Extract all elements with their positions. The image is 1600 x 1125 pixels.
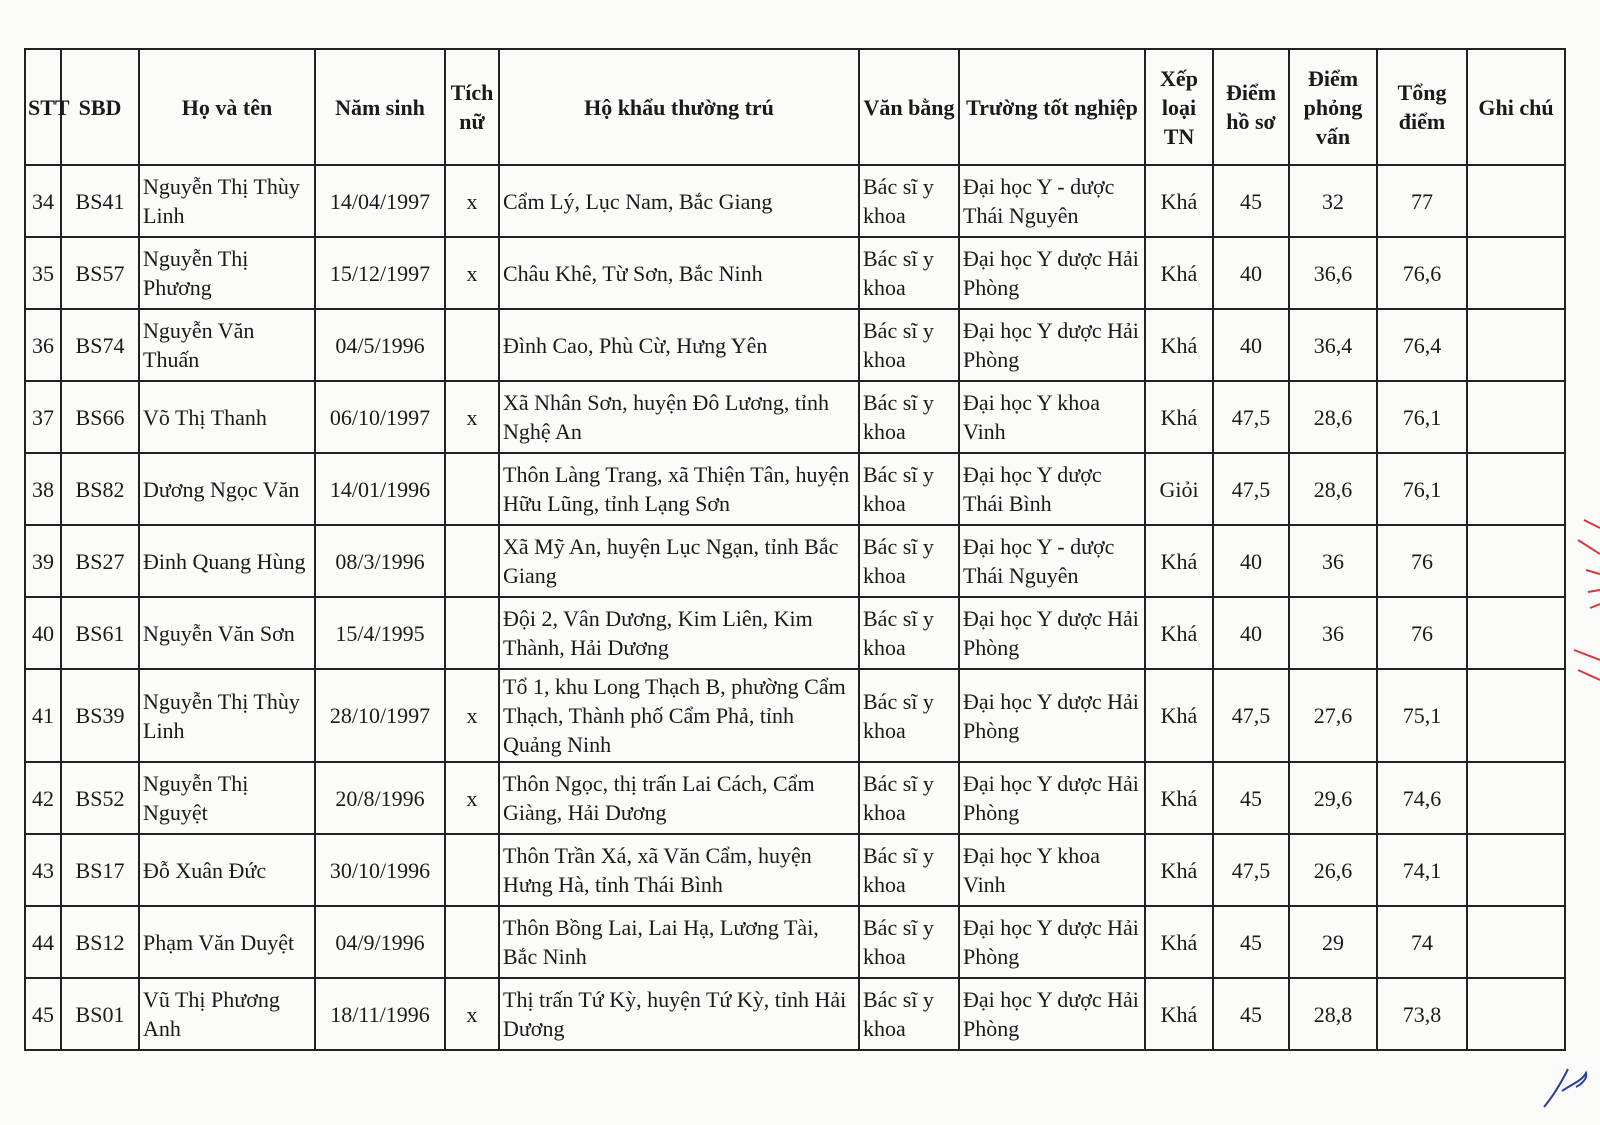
school-cell: Đại học Y dược Hải Phòng	[959, 237, 1145, 309]
total-score-cell: 76,6	[1377, 237, 1467, 309]
profile-score-cell: 45	[1213, 165, 1289, 237]
header-sbd: SBD	[61, 49, 139, 165]
profile-score-cell: 47,5	[1213, 669, 1289, 762]
note-cell	[1467, 978, 1565, 1050]
address-cell: Đội 2, Vân Dương, Kim Liên, Kim Thành, Hải Dương	[499, 597, 859, 669]
school-cell: Đại học Y dược Hải Phòng	[959, 597, 1145, 669]
table-row	[25, 597, 1565, 669]
dob-cell: 15/4/1995	[315, 597, 445, 669]
total-score-cell: 74	[1377, 906, 1467, 978]
stamp-edge-mark	[1564, 510, 1600, 700]
profile-score-cell: 47,5	[1213, 834, 1289, 906]
sbd-cell: BS52	[61, 762, 139, 834]
note-cell	[1467, 834, 1565, 906]
female-cell: x	[445, 669, 499, 762]
female-cell	[445, 525, 499, 597]
header-total-score: Tổng điểm	[1377, 49, 1467, 165]
interview-score-cell: 26,6	[1289, 834, 1377, 906]
female-cell: x	[445, 762, 499, 834]
total-score-cell: 75,1	[1377, 669, 1467, 762]
dob-cell: 06/10/1997	[315, 381, 445, 453]
stt-cell: 45	[25, 978, 61, 1050]
rank-cell: Khá	[1145, 381, 1213, 453]
name-cell: Nguyễn Thị Phương	[139, 237, 315, 309]
header-female: Tích nữ	[445, 49, 499, 165]
sbd-cell: BS74	[61, 309, 139, 381]
total-score-cell: 77	[1377, 165, 1467, 237]
name-cell: Võ Thị Thanh	[139, 381, 315, 453]
note-cell	[1467, 906, 1565, 978]
dob-cell: 04/9/1996	[315, 906, 445, 978]
school-cell: Đại học Y dược Hải Phòng	[959, 762, 1145, 834]
rank-cell: Khá	[1145, 669, 1213, 762]
sbd-cell: BS01	[61, 978, 139, 1050]
header-note: Ghi chú	[1467, 49, 1565, 165]
profile-score-cell: 45	[1213, 906, 1289, 978]
dob-cell: 20/8/1996	[315, 762, 445, 834]
interview-score-cell: 36	[1289, 597, 1377, 669]
female-cell: x	[445, 165, 499, 237]
sbd-cell: BS39	[61, 669, 139, 762]
interview-score-cell: 36,4	[1289, 309, 1377, 381]
school-cell: Đại học Y khoa Vinh	[959, 834, 1145, 906]
candidate-table	[24, 48, 1566, 1051]
total-score-cell: 74,1	[1377, 834, 1467, 906]
sbd-cell: BS66	[61, 381, 139, 453]
table-row	[25, 453, 1565, 525]
interview-score-cell: 28,6	[1289, 381, 1377, 453]
header-profile-score: Điểm hồ sơ	[1213, 49, 1289, 165]
female-cell	[445, 834, 499, 906]
header-name: Họ và tên	[139, 49, 315, 165]
address-cell: Thị trấn Tứ Kỳ, huyện Tứ Kỳ, tỉnh Hải Dương	[499, 978, 859, 1050]
interview-score-cell: 32	[1289, 165, 1377, 237]
profile-score-cell: 40	[1213, 525, 1289, 597]
stt-cell: 43	[25, 834, 61, 906]
stt-cell: 39	[25, 525, 61, 597]
note-cell	[1467, 762, 1565, 834]
dob-cell: 18/11/1996	[315, 978, 445, 1050]
rank-cell: Giỏi	[1145, 453, 1213, 525]
degree-cell: Bác sĩ y khoa	[859, 237, 959, 309]
signature-initials-mark	[1536, 1055, 1596, 1115]
female-cell: x	[445, 381, 499, 453]
rank-cell: Khá	[1145, 237, 1213, 309]
rank-cell: Khá	[1145, 762, 1213, 834]
profile-score-cell: 40	[1213, 597, 1289, 669]
dob-cell: 08/3/1996	[315, 525, 445, 597]
note-cell	[1467, 453, 1565, 525]
interview-score-cell: 27,6	[1289, 669, 1377, 762]
dob-cell: 14/01/1996	[315, 453, 445, 525]
header-address: Hộ khẩu thường trú	[499, 49, 859, 165]
total-score-cell: 76,1	[1377, 453, 1467, 525]
degree-cell: Bác sĩ y khoa	[859, 381, 959, 453]
female-cell	[445, 597, 499, 669]
stt-cell: 38	[25, 453, 61, 525]
degree-cell: Bác sĩ y khoa	[859, 669, 959, 762]
table-row	[25, 906, 1565, 978]
stt-cell: 36	[25, 309, 61, 381]
profile-score-cell: 40	[1213, 237, 1289, 309]
degree-cell: Bác sĩ y khoa	[859, 978, 959, 1050]
school-cell: Đại học Y - dược Thái Nguyên	[959, 165, 1145, 237]
sbd-cell: BS57	[61, 237, 139, 309]
stt-cell: 37	[25, 381, 61, 453]
total-score-cell: 76	[1377, 525, 1467, 597]
table-row	[25, 237, 1565, 309]
stt-cell: 34	[25, 165, 61, 237]
address-cell: Cẩm Lý, Lục Nam, Bắc Giang	[499, 165, 859, 237]
female-cell	[445, 309, 499, 381]
interview-score-cell: 29,6	[1289, 762, 1377, 834]
address-cell: Châu Khê, Từ Sơn, Bắc Ninh	[499, 237, 859, 309]
school-cell: Đại học Y dược Hải Phòng	[959, 309, 1145, 381]
sbd-cell: BS61	[61, 597, 139, 669]
female-cell: x	[445, 237, 499, 309]
name-cell: Phạm Văn Duyệt	[139, 906, 315, 978]
profile-score-cell: 45	[1213, 978, 1289, 1050]
header-rank: Xếp loại TN	[1145, 49, 1213, 165]
name-cell: Nguyễn Văn Thuấn	[139, 309, 315, 381]
stt-cell: 35	[25, 237, 61, 309]
name-cell: Đinh Quang Hùng	[139, 525, 315, 597]
total-score-cell: 73,8	[1377, 978, 1467, 1050]
sbd-cell: BS82	[61, 453, 139, 525]
table-row	[25, 309, 1565, 381]
interview-score-cell: 36,6	[1289, 237, 1377, 309]
female-cell	[445, 453, 499, 525]
note-cell	[1467, 237, 1565, 309]
profile-score-cell: 47,5	[1213, 381, 1289, 453]
address-cell: Thôn Bồng Lai, Lai Hạ, Lương Tài, Bắc Ninh	[499, 906, 859, 978]
degree-cell: Bác sĩ y khoa	[859, 597, 959, 669]
name-cell: Nguyễn Thị Thùy Linh	[139, 165, 315, 237]
rank-cell: Khá	[1145, 309, 1213, 381]
address-cell: Tổ 1, khu Long Thạch B, phường Cẩm Thạch, Thành phố Cẩm Phả, tỉnh Quảng Ninh	[499, 669, 859, 762]
table-row	[25, 762, 1565, 834]
address-cell: Xã Mỹ An, huyện Lục Ngạn, tỉnh Bắc Giang	[499, 525, 859, 597]
rank-cell: Khá	[1145, 834, 1213, 906]
table-row	[25, 669, 1565, 762]
sbd-cell: BS41	[61, 165, 139, 237]
profile-score-cell: 40	[1213, 309, 1289, 381]
rank-cell: Khá	[1145, 597, 1213, 669]
rank-cell: Khá	[1145, 525, 1213, 597]
total-score-cell: 76,1	[1377, 381, 1467, 453]
address-cell: Đình Cao, Phù Cừ, Hưng Yên	[499, 309, 859, 381]
table-row	[25, 978, 1565, 1050]
header-school: Trường tốt nghiệp	[959, 49, 1145, 165]
degree-cell: Bác sĩ y khoa	[859, 525, 959, 597]
note-cell	[1467, 597, 1565, 669]
address-cell: Thôn Làng Trang, xã Thiện Tân, huyện Hữu Lũng, tỉnh Lạng Sơn	[499, 453, 859, 525]
address-cell: Thôn Trần Xá, xã Văn Cẩm, huyện Hưng Hà, tỉnh Thái Bình	[499, 834, 859, 906]
note-cell	[1467, 381, 1565, 453]
interview-score-cell: 36	[1289, 525, 1377, 597]
school-cell: Đại học Y - dược Thái Nguyên	[959, 525, 1145, 597]
header-interview-score: Điểm phỏng vấn	[1289, 49, 1377, 165]
degree-cell: Bác sĩ y khoa	[859, 906, 959, 978]
dob-cell: 15/12/1997	[315, 237, 445, 309]
dob-cell: 14/04/1997	[315, 165, 445, 237]
degree-cell: Bác sĩ y khoa	[859, 165, 959, 237]
school-cell: Đại học Y khoa Vinh	[959, 381, 1145, 453]
female-cell: x	[445, 978, 499, 1050]
sbd-cell: BS12	[61, 906, 139, 978]
note-cell	[1467, 309, 1565, 381]
note-cell	[1467, 165, 1565, 237]
interview-score-cell: 29	[1289, 906, 1377, 978]
interview-score-cell: 28,8	[1289, 978, 1377, 1050]
school-cell: Đại học Y dược Hải Phòng	[959, 978, 1145, 1050]
dob-cell: 28/10/1997	[315, 669, 445, 762]
note-cell	[1467, 525, 1565, 597]
name-cell: Nguyễn Thị Thùy Linh	[139, 669, 315, 762]
rank-cell: Khá	[1145, 165, 1213, 237]
dob-cell: 30/10/1996	[315, 834, 445, 906]
rank-cell: Khá	[1145, 978, 1213, 1050]
table-row	[25, 525, 1565, 597]
total-score-cell: 74,6	[1377, 762, 1467, 834]
total-score-cell: 76	[1377, 597, 1467, 669]
note-cell	[1467, 669, 1565, 762]
table-row	[25, 834, 1565, 906]
degree-cell: Bác sĩ y khoa	[859, 309, 959, 381]
profile-score-cell: 45	[1213, 762, 1289, 834]
header-dob: Năm sinh	[315, 49, 445, 165]
name-cell: Dương Ngọc Văn	[139, 453, 315, 525]
name-cell: Vũ Thị Phương Anh	[139, 978, 315, 1050]
dob-cell: 04/5/1996	[315, 309, 445, 381]
header-stt: STT	[25, 49, 61, 165]
header-row	[25, 49, 1565, 165]
female-cell	[445, 906, 499, 978]
table-row	[25, 381, 1565, 453]
stt-cell: 41	[25, 669, 61, 762]
total-score-cell: 76,4	[1377, 309, 1467, 381]
address-cell: Xã Nhân Sơn, huyện Đô Lương, tỉnh Nghệ An	[499, 381, 859, 453]
address-cell: Thôn Ngọc, thị trấn Lai Cách, Cẩm Giàng, Hải Dương	[499, 762, 859, 834]
school-cell: Đại học Y dược Hải Phòng	[959, 669, 1145, 762]
stt-cell: 42	[25, 762, 61, 834]
sbd-cell: BS27	[61, 525, 139, 597]
school-cell: Đại học Y dược Hải Phòng	[959, 906, 1145, 978]
sbd-cell: BS17	[61, 834, 139, 906]
rank-cell: Khá	[1145, 906, 1213, 978]
degree-cell: Bác sĩ y khoa	[859, 453, 959, 525]
interview-score-cell: 28,6	[1289, 453, 1377, 525]
profile-score-cell: 47,5	[1213, 453, 1289, 525]
header-degree: Văn bằng	[859, 49, 959, 165]
name-cell: Nguyễn Thị Nguyệt	[139, 762, 315, 834]
stt-cell: 40	[25, 597, 61, 669]
stt-cell: 44	[25, 906, 61, 978]
table-row	[25, 165, 1565, 237]
name-cell: Nguyễn Văn Sơn	[139, 597, 315, 669]
degree-cell: Bác sĩ y khoa	[859, 834, 959, 906]
name-cell: Đỗ Xuân Đức	[139, 834, 315, 906]
degree-cell: Bác sĩ y khoa	[859, 762, 959, 834]
school-cell: Đại học Y dược Thái Bình	[959, 453, 1145, 525]
